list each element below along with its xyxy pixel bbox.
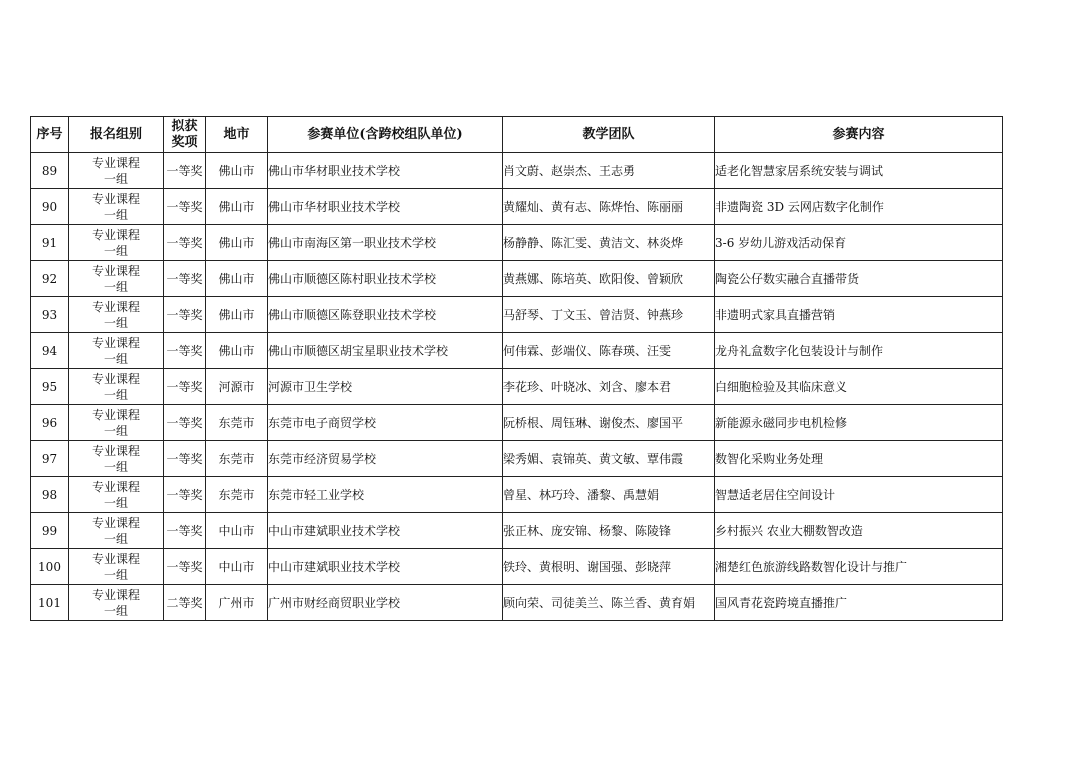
cell-city: 佛山市 bbox=[206, 153, 268, 189]
cell-award: 一等奖 bbox=[164, 297, 206, 333]
cell-team: 阮桥根、周钰琳、谢俊杰、廖国平 bbox=[503, 405, 715, 441]
cell-group-line2: 一组 bbox=[103, 351, 128, 366]
table-row bbox=[31, 189, 1003, 225]
cell-award: 一等奖 bbox=[164, 153, 206, 189]
cell-group-line1: 专业课程 bbox=[91, 263, 140, 278]
awards-table bbox=[30, 116, 1003, 621]
cell-group-line2: 一组 bbox=[103, 207, 128, 222]
header-group: 报名组别 bbox=[69, 117, 164, 153]
cell-group-line1: 专业课程 bbox=[91, 227, 140, 242]
cell-group bbox=[69, 513, 164, 549]
cell-award: 一等奖 bbox=[164, 549, 206, 585]
cell-content: 陶瓷公仔数实融合直播带货 bbox=[715, 261, 1003, 297]
cell-award: 一等奖 bbox=[164, 333, 206, 369]
cell-index: 94 bbox=[31, 333, 69, 369]
table-row bbox=[31, 585, 1003, 621]
cell-group-line1: 专业课程 bbox=[91, 191, 140, 206]
header-content: 参赛内容 bbox=[715, 117, 1003, 153]
table-row bbox=[31, 333, 1003, 369]
cell-group-line2: 一组 bbox=[103, 531, 128, 546]
header-team: 教学团队 bbox=[503, 117, 715, 153]
cell-content: 数智化采购业务处理 bbox=[715, 441, 1003, 477]
cell-award: 一等奖 bbox=[164, 369, 206, 405]
table-row bbox=[31, 297, 1003, 333]
table-body bbox=[31, 153, 1003, 621]
cell-content: 3-6 岁幼儿游戏活动保育 bbox=[715, 225, 1003, 261]
cell-content: 白细胞检验及其临床意义 bbox=[715, 369, 1003, 405]
cell-index: 93 bbox=[31, 297, 69, 333]
cell-content: 智慧适老居住空间设计 bbox=[715, 477, 1003, 513]
cell-group-line2: 一组 bbox=[103, 495, 128, 510]
cell-group-line2: 一组 bbox=[103, 279, 128, 294]
cell-group bbox=[69, 189, 164, 225]
cell-unit: 佛山市顺德区胡宝星职业技术学校 bbox=[268, 333, 503, 369]
header-index: 序号 bbox=[31, 117, 69, 153]
cell-group-line1: 专业课程 bbox=[91, 443, 140, 458]
cell-city: 河源市 bbox=[206, 369, 268, 405]
cell-city: 东莞市 bbox=[206, 405, 268, 441]
table-row bbox=[31, 405, 1003, 441]
cell-award: 一等奖 bbox=[164, 225, 206, 261]
cell-group bbox=[69, 369, 164, 405]
cell-team: 曾星、林巧玲、潘黎、禹慧娟 bbox=[503, 477, 715, 513]
cell-award: 一等奖 bbox=[164, 441, 206, 477]
cell-unit: 中山市建斌职业技术学校 bbox=[268, 513, 503, 549]
cell-index: 97 bbox=[31, 441, 69, 477]
cell-unit: 中山市建斌职业技术学校 bbox=[268, 549, 503, 585]
cell-group bbox=[69, 549, 164, 585]
cell-award: 一等奖 bbox=[164, 477, 206, 513]
cell-content: 适老化智慧家居系统安装与调试 bbox=[715, 153, 1003, 189]
cell-content: 国风青花瓷跨境直播推广 bbox=[715, 585, 1003, 621]
cell-city: 中山市 bbox=[206, 513, 268, 549]
cell-index: 96 bbox=[31, 405, 69, 441]
cell-group bbox=[69, 441, 164, 477]
table-row bbox=[31, 477, 1003, 513]
header-unit: 参赛单位(含跨校组队单位) bbox=[268, 117, 503, 153]
cell-unit: 佛山市华材职业技术学校 bbox=[268, 189, 503, 225]
cell-team: 梁秀媚、袁锦英、黄文敏、覃伟霞 bbox=[503, 441, 715, 477]
table-header-row bbox=[31, 117, 1003, 153]
cell-award: 一等奖 bbox=[164, 405, 206, 441]
cell-team: 李花珍、叶晓冰、刘含、廖本君 bbox=[503, 369, 715, 405]
cell-content: 乡村振兴 农业大棚数智改造 bbox=[715, 513, 1003, 549]
cell-team: 杨静静、陈汇雯、黄洁文、林炎烨 bbox=[503, 225, 715, 261]
cell-group bbox=[69, 153, 164, 189]
cell-index: 100 bbox=[31, 549, 69, 585]
cell-group-line2: 一组 bbox=[103, 603, 128, 618]
cell-group bbox=[69, 585, 164, 621]
cell-unit: 河源市卫生学校 bbox=[268, 369, 503, 405]
cell-index: 99 bbox=[31, 513, 69, 549]
cell-index: 101 bbox=[31, 585, 69, 621]
cell-city: 广州市 bbox=[206, 585, 268, 621]
cell-group-line2: 一组 bbox=[103, 567, 128, 582]
cell-content: 龙舟礼盒数字化包装设计与制作 bbox=[715, 333, 1003, 369]
cell-group-line1: 专业课程 bbox=[91, 479, 140, 494]
cell-content: 非遗陶瓷 3D 云网店数字化制作 bbox=[715, 189, 1003, 225]
cell-group-line2: 一组 bbox=[103, 423, 128, 438]
cell-team: 黄耀灿、黄有志、陈烨怡、陈丽丽 bbox=[503, 189, 715, 225]
cell-city: 东莞市 bbox=[206, 477, 268, 513]
cell-index: 98 bbox=[31, 477, 69, 513]
cell-unit: 佛山市华材职业技术学校 bbox=[268, 153, 503, 189]
cell-index: 90 bbox=[31, 189, 69, 225]
cell-group-line1: 专业课程 bbox=[91, 587, 140, 602]
cell-group-line2: 一组 bbox=[103, 387, 128, 402]
cell-team: 马舒琴、丁文玉、曾洁贤、钟燕珍 bbox=[503, 297, 715, 333]
cell-group-line2: 一组 bbox=[103, 243, 128, 258]
cell-group-line1: 专业课程 bbox=[91, 335, 140, 350]
cell-index: 92 bbox=[31, 261, 69, 297]
cell-unit: 广州市财经商贸职业学校 bbox=[268, 585, 503, 621]
cell-index: 89 bbox=[31, 153, 69, 189]
cell-unit: 东莞市经济贸易学校 bbox=[268, 441, 503, 477]
cell-group-line1: 专业课程 bbox=[91, 407, 140, 422]
cell-group-line1: 专业课程 bbox=[91, 155, 140, 170]
cell-group bbox=[69, 297, 164, 333]
cell-group-line1: 专业课程 bbox=[91, 515, 140, 530]
cell-group-line2: 一组 bbox=[103, 459, 128, 474]
cell-group-line1: 专业课程 bbox=[91, 299, 140, 314]
header-award bbox=[164, 117, 206, 153]
table-row bbox=[31, 369, 1003, 405]
cell-award: 二等奖 bbox=[164, 585, 206, 621]
cell-award: 一等奖 bbox=[164, 189, 206, 225]
cell-city: 中山市 bbox=[206, 549, 268, 585]
cell-index: 95 bbox=[31, 369, 69, 405]
cell-content: 非遗明式家具直播营销 bbox=[715, 297, 1003, 333]
cell-team: 肖文蔚、赵崇杰、王志勇 bbox=[503, 153, 715, 189]
cell-group bbox=[69, 405, 164, 441]
cell-group bbox=[69, 333, 164, 369]
cell-group bbox=[69, 477, 164, 513]
header-city: 地市 bbox=[206, 117, 268, 153]
cell-award: 一等奖 bbox=[164, 513, 206, 549]
table-row bbox=[31, 153, 1003, 189]
table-row bbox=[31, 549, 1003, 585]
cell-city: 东莞市 bbox=[206, 441, 268, 477]
cell-city: 佛山市 bbox=[206, 297, 268, 333]
cell-city: 佛山市 bbox=[206, 261, 268, 297]
cell-city: 佛山市 bbox=[206, 189, 268, 225]
cell-team: 何伟霖、彭端仪、陈春瑛、汪雯 bbox=[503, 333, 715, 369]
table-row bbox=[31, 513, 1003, 549]
table-row bbox=[31, 225, 1003, 261]
cell-group-line2: 一组 bbox=[103, 315, 128, 330]
cell-unit: 东莞市电子商贸学校 bbox=[268, 405, 503, 441]
cell-group bbox=[69, 225, 164, 261]
cell-city: 佛山市 bbox=[206, 333, 268, 369]
cell-team: 顾向荣、司徒美兰、陈兰香、黄育娟 bbox=[503, 585, 715, 621]
cell-unit: 佛山市顺德区陈村职业技术学校 bbox=[268, 261, 503, 297]
cell-content: 湘楚红色旅游线路数智化设计与推广 bbox=[715, 549, 1003, 585]
table-row bbox=[31, 261, 1003, 297]
cell-index: 91 bbox=[31, 225, 69, 261]
cell-city: 佛山市 bbox=[206, 225, 268, 261]
header-award-line2: 奖项 bbox=[171, 134, 198, 150]
cell-team: 铁玲、黄根明、谢国强、彭晓萍 bbox=[503, 549, 715, 585]
header-award-line1: 拟获 bbox=[171, 118, 198, 134]
cell-group-line2: 一组 bbox=[103, 171, 128, 186]
table-row bbox=[31, 441, 1003, 477]
cell-unit: 佛山市顺德区陈登职业技术学校 bbox=[268, 297, 503, 333]
cell-team: 黄燕娜、陈培英、欧阳俊、曾颖欣 bbox=[503, 261, 715, 297]
cell-content: 新能源永磁同步电机检修 bbox=[715, 405, 1003, 441]
cell-group-line1: 专业课程 bbox=[91, 371, 140, 386]
cell-award: 一等奖 bbox=[164, 261, 206, 297]
cell-group-line1: 专业课程 bbox=[91, 551, 140, 566]
cell-unit: 佛山市南海区第一职业技术学校 bbox=[268, 225, 503, 261]
cell-group bbox=[69, 261, 164, 297]
cell-team: 张正林、庞安锦、杨黎、陈陵锋 bbox=[503, 513, 715, 549]
cell-unit: 东莞市轻工业学校 bbox=[268, 477, 503, 513]
